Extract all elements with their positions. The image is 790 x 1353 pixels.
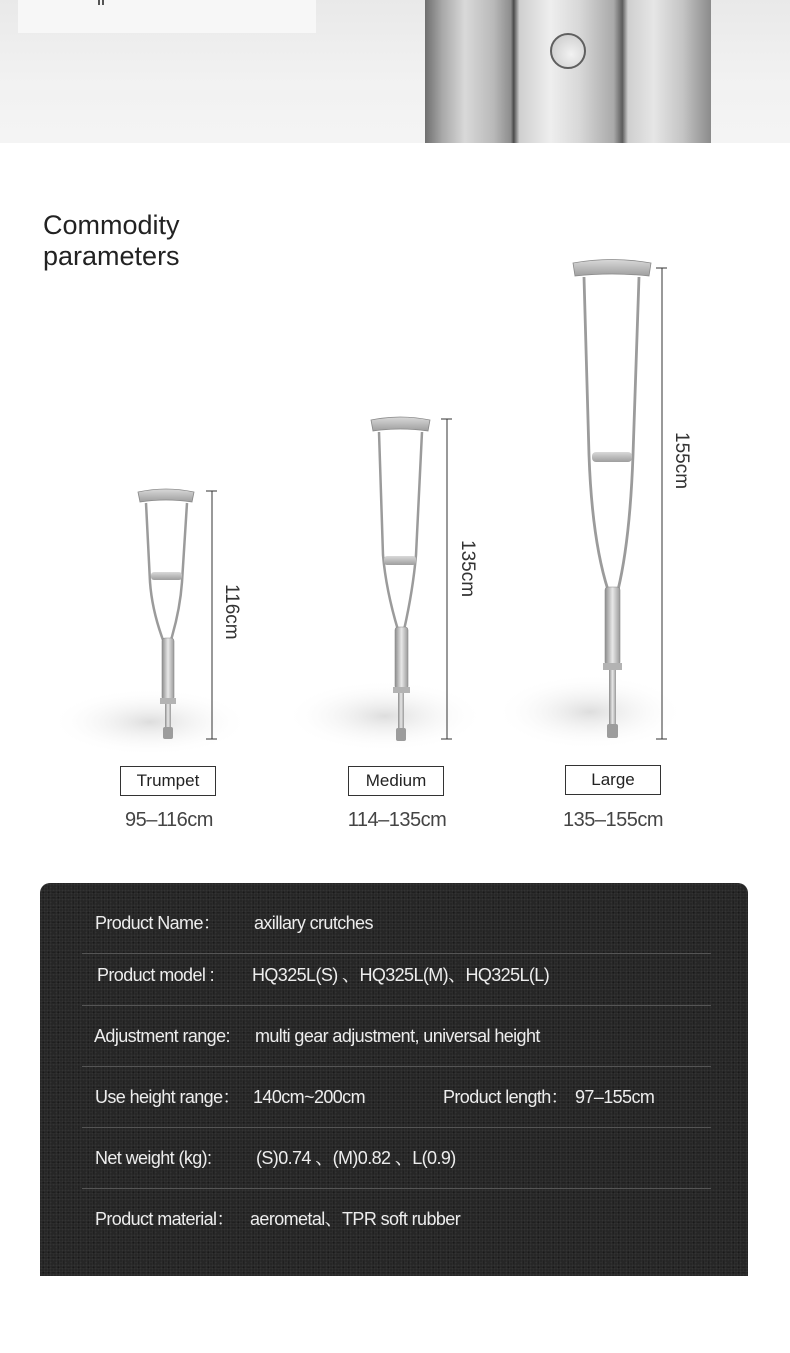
spec-value: 97–155cm xyxy=(575,1087,655,1107)
spec-row-use-height xyxy=(82,1067,711,1128)
height-label-small: 116cm xyxy=(221,584,242,640)
spec-value: multi gear adjustment, universal height xyxy=(255,1026,540,1046)
range-medium: 114–135cm xyxy=(347,809,447,831)
size-label-large: Large xyxy=(565,765,661,795)
height-label-medium: 135cm xyxy=(457,540,478,598)
spec-label: Product model : xyxy=(97,965,215,985)
range-small: 95–116cm xyxy=(125,809,213,831)
crutch-medium xyxy=(285,417,485,752)
spec-label: Product Name： xyxy=(95,913,221,933)
spec-value: aerometal、TPR soft rubber xyxy=(250,1209,461,1229)
height-label-large: 155cm xyxy=(671,432,692,490)
dimension-line-large xyxy=(656,268,667,739)
crutch-large xyxy=(495,260,685,751)
spec-label: Product length： xyxy=(443,1087,569,1107)
size-label-small: Trumpet xyxy=(120,766,216,796)
specification-panel xyxy=(40,883,748,1276)
spec-row-model xyxy=(82,945,711,1006)
spec-label: Net weight (kg): xyxy=(95,1148,212,1168)
size-label-medium: Medium xyxy=(348,766,444,796)
section-title-text: Commodity parameters xyxy=(43,210,180,271)
spec-row-material xyxy=(82,1189,711,1250)
spec-value: HQ325L(S) 、HQ325L(M)、HQ325L(L) xyxy=(252,965,550,985)
spec-row-adjustment xyxy=(82,1006,711,1067)
spec-value: axillary crutches xyxy=(254,913,373,933)
spec-value: (S)0.74 、(M)0.82 、L(0.9) xyxy=(256,1148,456,1168)
spec-label: Use height range： xyxy=(95,1087,240,1107)
range-large: 135–155cm xyxy=(562,809,664,831)
spec-row-net-weight xyxy=(82,1128,711,1189)
spec-label: Product material： xyxy=(95,1209,234,1229)
spec-label: Adjustment range: xyxy=(94,1026,230,1046)
spec-value: 140cm~200cm xyxy=(253,1087,365,1107)
